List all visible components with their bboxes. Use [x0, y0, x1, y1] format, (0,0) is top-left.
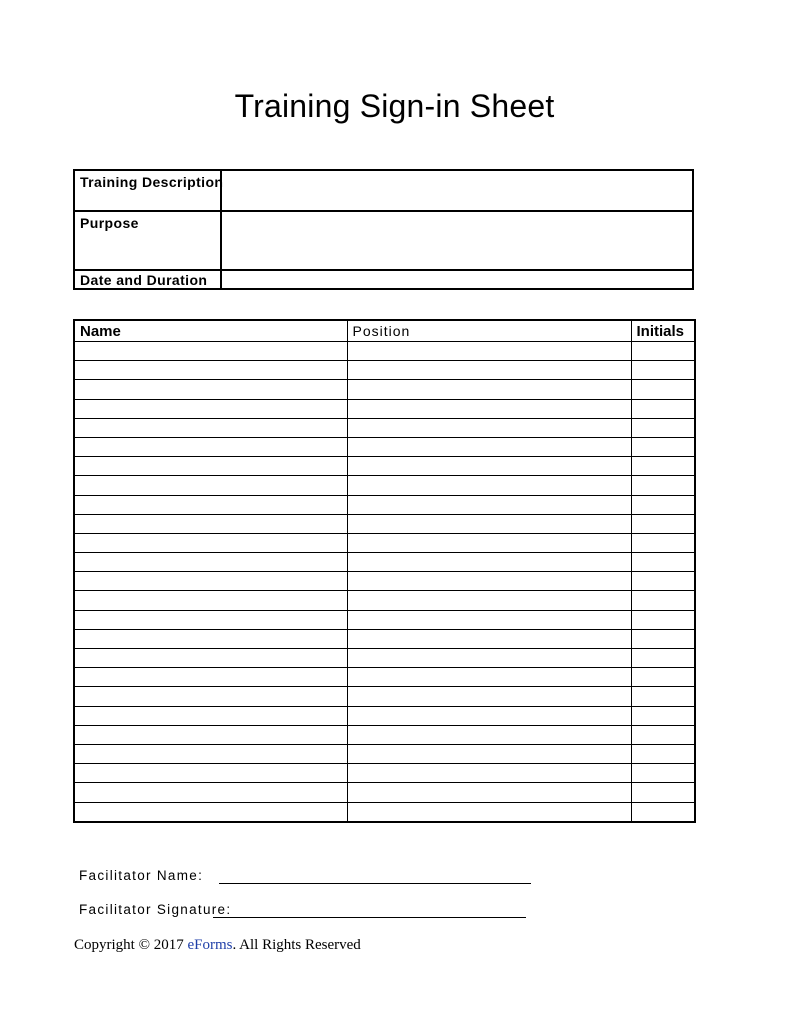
name-cell[interactable] — [74, 706, 347, 725]
position-cell[interactable] — [347, 744, 631, 763]
position-cell[interactable] — [347, 572, 631, 591]
page-title: Training Sign-in Sheet — [234, 88, 555, 124]
name-cell[interactable] — [74, 457, 347, 476]
table-row — [74, 649, 695, 668]
table-row — [74, 706, 695, 725]
position-cell[interactable] — [347, 591, 631, 610]
position-cell[interactable] — [347, 764, 631, 783]
position-cell[interactable] — [347, 629, 631, 648]
position-cell[interactable] — [347, 342, 631, 361]
initials-cell[interactable] — [631, 706, 695, 725]
copyright-suffix: . All Rights Reserved — [232, 937, 361, 953]
attendee-sign-in-table — [73, 319, 696, 823]
training-description-label: Training Description — [74, 170, 221, 211]
position-cell[interactable] — [347, 533, 631, 552]
name-cell[interactable] — [74, 342, 347, 361]
position-cell[interactable] — [347, 399, 631, 418]
position-cell[interactable] — [347, 380, 631, 399]
name-cell[interactable] — [74, 783, 347, 802]
initials-cell[interactable] — [631, 399, 695, 418]
table-row — [74, 342, 695, 361]
eforms-brand-link[interactable]: eForms — [187, 937, 233, 953]
table-row — [74, 418, 695, 437]
name-cell[interactable] — [74, 533, 347, 552]
table-row — [74, 361, 695, 380]
name-cell[interactable] — [74, 553, 347, 572]
facilitator-signature-label: Facilitator Signature: — [79, 902, 232, 917]
position-cell[interactable] — [347, 437, 631, 456]
position-cell[interactable] — [347, 783, 631, 802]
table-row — [74, 764, 695, 783]
name-cell[interactable] — [74, 764, 347, 783]
position-cell[interactable] — [347, 610, 631, 629]
name-cell[interactable] — [74, 476, 347, 495]
initials-cell[interactable] — [631, 591, 695, 610]
date-duration-field[interactable] — [221, 270, 693, 289]
name-cell[interactable] — [74, 629, 347, 648]
table-row — [74, 437, 695, 456]
facilitator-name-label: Facilitator Name: — [79, 868, 204, 883]
table-row — [74, 629, 695, 648]
name-cell[interactable] — [74, 418, 347, 437]
initials-cell[interactable] — [631, 744, 695, 763]
initials-cell[interactable] — [631, 514, 695, 533]
name-cell[interactable] — [74, 380, 347, 399]
table-row — [74, 783, 695, 802]
name-cell[interactable] — [74, 495, 347, 514]
table-row — [74, 668, 695, 687]
name-cell[interactable] — [74, 649, 347, 668]
table-row — [74, 533, 695, 552]
initials-cell[interactable] — [631, 572, 695, 591]
copyright-prefix: Copyright © 2017 — [74, 937, 188, 953]
position-cell[interactable] — [347, 457, 631, 476]
initials-cell[interactable] — [631, 361, 695, 380]
initials-cell[interactable] — [631, 457, 695, 476]
initials-cell[interactable] — [631, 610, 695, 629]
table-row — [74, 687, 695, 706]
name-cell[interactable] — [74, 687, 347, 706]
initials-cell[interactable] — [631, 649, 695, 668]
initials-cell[interactable] — [631, 553, 695, 572]
initials-cell[interactable] — [631, 629, 695, 648]
initials-cell[interactable] — [631, 342, 695, 361]
table-row — [74, 725, 695, 744]
initials-cell[interactable] — [631, 802, 695, 822]
table-row — [74, 610, 695, 629]
facilitator-name-line[interactable] — [219, 883, 531, 884]
date-duration-label: Date and Duration — [74, 270, 221, 289]
initials-cell[interactable] — [631, 476, 695, 495]
table-row — [74, 802, 695, 822]
name-cell[interactable] — [74, 361, 347, 380]
table-row — [74, 495, 695, 514]
table-row — [74, 744, 695, 763]
position-cell[interactable] — [347, 706, 631, 725]
initials-cell[interactable] — [631, 437, 695, 456]
position-cell[interactable] — [347, 553, 631, 572]
name-cell[interactable] — [74, 802, 347, 822]
table-row — [74, 553, 695, 572]
training-info-table — [73, 169, 694, 290]
initials-cell[interactable] — [631, 687, 695, 706]
name-cell[interactable] — [74, 437, 347, 456]
initials-cell[interactable] — [631, 725, 695, 744]
position-cell[interactable] — [347, 476, 631, 495]
table-row — [74, 457, 695, 476]
initials-cell[interactable] — [631, 418, 695, 437]
name-cell[interactable] — [74, 399, 347, 418]
position-cell[interactable] — [347, 418, 631, 437]
initials-cell[interactable] — [631, 380, 695, 399]
position-cell[interactable] — [347, 668, 631, 687]
table-row — [74, 514, 695, 533]
position-cell[interactable] — [347, 649, 631, 668]
name-cell[interactable] — [74, 610, 347, 629]
purpose-label: Purpose — [74, 211, 221, 270]
name-cell[interactable] — [74, 591, 347, 610]
initials-cell[interactable] — [631, 764, 695, 783]
copyright-notice — [74, 937, 361, 954]
facilitator-signature-line[interactable] — [213, 917, 526, 918]
initials-cell[interactable] — [631, 533, 695, 552]
table-row — [74, 476, 695, 495]
name-cell[interactable] — [74, 668, 347, 687]
position-column-header: Position — [347, 320, 631, 342]
position-cell[interactable] — [347, 361, 631, 380]
name-cell[interactable] — [74, 744, 347, 763]
table-row — [74, 572, 695, 591]
name-column-header: Name — [74, 320, 347, 342]
initials-column-header: Initials — [631, 320, 695, 342]
position-cell[interactable] — [347, 514, 631, 533]
training-description-field[interactable] — [221, 170, 693, 211]
name-cell[interactable] — [74, 514, 347, 533]
position-cell[interactable] — [347, 687, 631, 706]
position-cell[interactable] — [347, 802, 631, 822]
purpose-field[interactable] — [221, 211, 693, 270]
initials-cell[interactable] — [631, 783, 695, 802]
name-cell[interactable] — [74, 572, 347, 591]
table-row — [74, 591, 695, 610]
initials-cell[interactable] — [631, 495, 695, 514]
initials-cell[interactable] — [631, 668, 695, 687]
name-cell[interactable] — [74, 725, 347, 744]
table-row — [74, 380, 695, 399]
position-cell[interactable] — [347, 495, 631, 514]
position-cell[interactable] — [347, 725, 631, 744]
table-row — [74, 399, 695, 418]
